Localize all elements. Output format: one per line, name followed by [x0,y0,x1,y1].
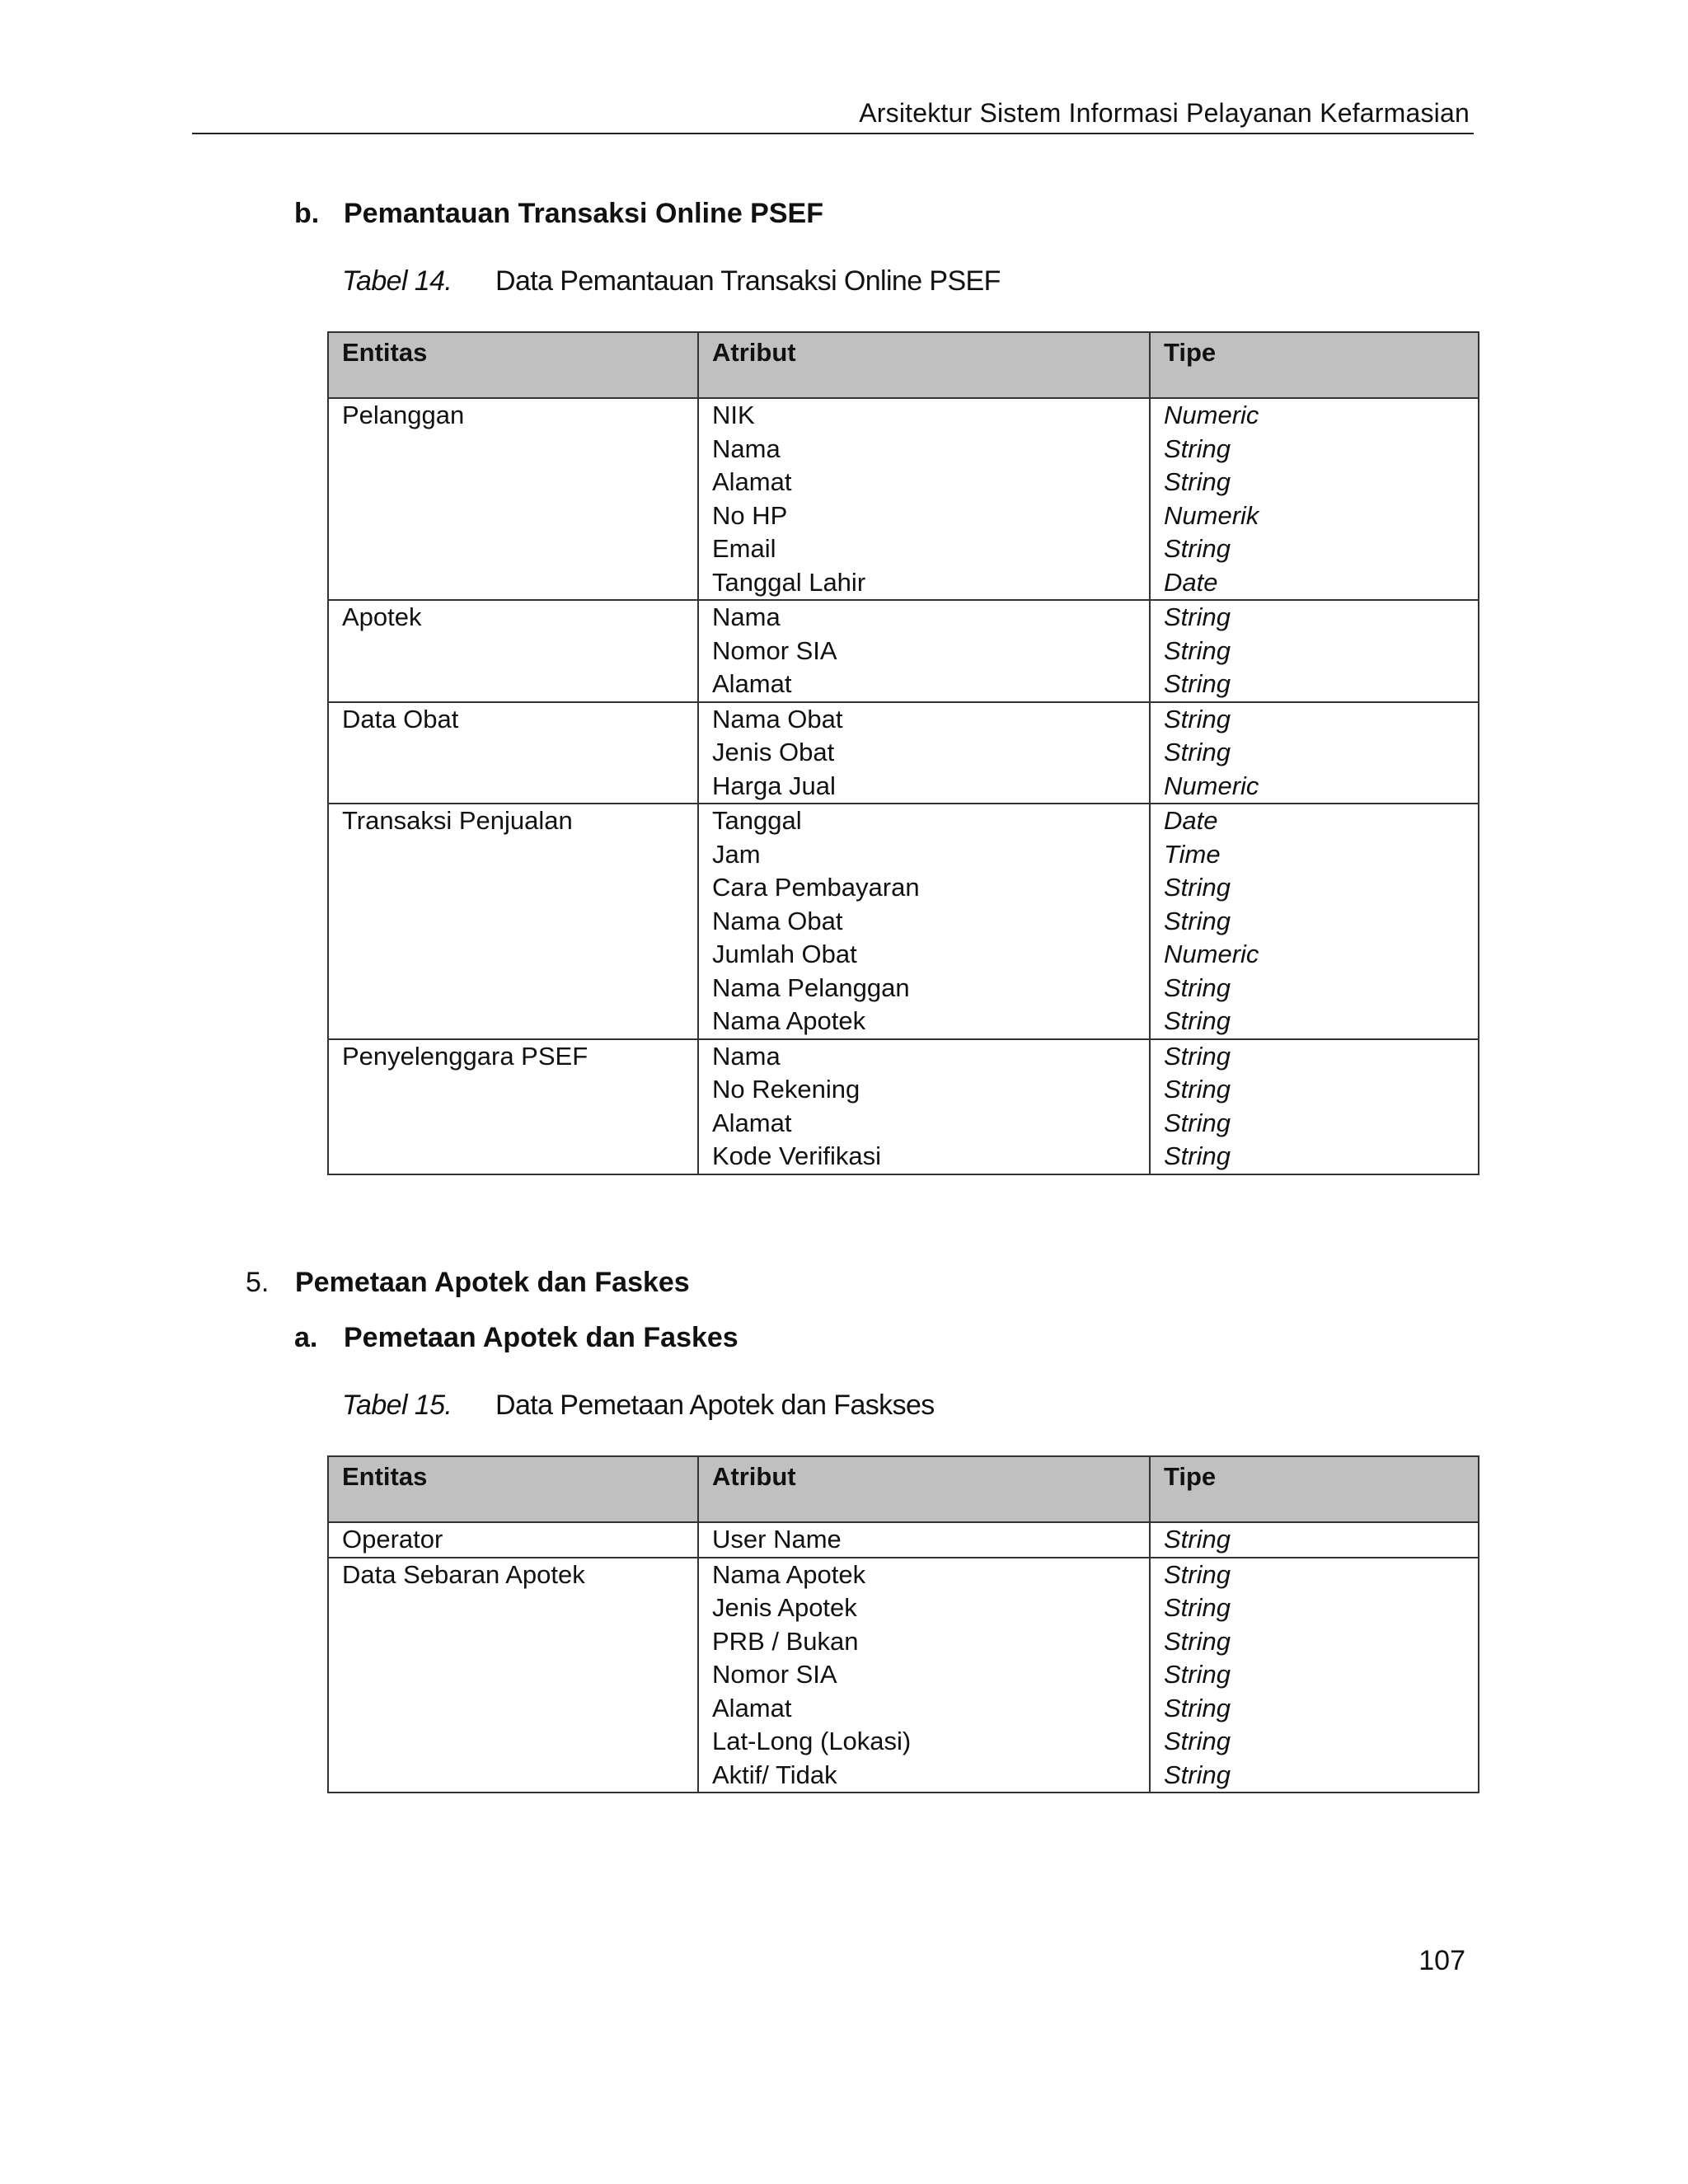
attribute-cell: Aktif/ Tidak [698,1759,1150,1793]
attribute-cell: Nama Obat [698,702,1150,737]
type-cell: String [1150,532,1479,566]
table-row [328,905,1479,939]
table15-header-entitas: Entitas [328,1456,698,1522]
entity-cell [328,1140,698,1174]
entity-cell [328,1759,698,1793]
type-cell: String [1150,1658,1479,1692]
table15-caption-text: Data Pemetaan Apotek dan Faskses [495,1390,935,1421]
table-row [328,1692,1479,1726]
table14 [327,331,1479,1175]
type-cell: String [1150,1591,1479,1625]
type-cell: String [1150,1073,1479,1107]
type-cell: String [1150,466,1479,499]
table14-caption [342,265,1001,298]
entity-cell [328,972,698,1005]
table-row [328,770,1479,804]
table15-header-atribut: Atribut [698,1456,1150,1522]
table-row [328,1522,1479,1558]
table14-header-tipe: Tipe [1150,332,1479,398]
table14-header-atribut: Atribut [698,332,1150,398]
attribute-cell: Jam [698,838,1150,872]
table-row [328,600,1479,635]
table15-header-tipe: Tipe [1150,1456,1479,1522]
section-a-marker: a. [294,1322,318,1353]
attribute-cell: NIK [698,398,1150,433]
attribute-cell: PRB / Bukan [698,1625,1150,1659]
entity-cell [328,1658,698,1692]
entity-cell [328,499,698,533]
type-cell: Numeric [1150,938,1479,972]
table14-header-row [328,332,1479,398]
attribute-cell: Nama [698,600,1150,635]
entity-cell [328,736,698,770]
table15-header-row [328,1456,1479,1522]
type-cell: String [1150,1692,1479,1726]
table-row [328,1591,1479,1625]
entity-cell [328,838,698,872]
type-cell: String [1150,635,1479,668]
type-cell: Numerik [1150,499,1479,533]
entity-cell [328,1107,698,1141]
table14-header-entitas: Entitas [328,332,698,398]
type-cell: String [1150,905,1479,939]
attribute-cell: Email [698,532,1150,566]
attribute-cell: Alamat [698,1692,1150,1726]
attribute-cell: Nama Apotek [698,1558,1150,1592]
entity-cell [328,466,698,499]
entity-cell: Penyelenggara PSEF [328,1039,698,1074]
type-cell: Date [1150,804,1479,838]
page-number: 107 [1418,1945,1465,1976]
entity-cell [328,938,698,972]
table-row [328,1039,1479,1074]
type-cell: String [1150,1140,1479,1174]
table14-caption-label: Tabel 14. [342,265,452,297]
type-cell: Date [1150,566,1479,601]
entity-cell [328,1591,698,1625]
table-row [328,668,1479,702]
table-row [328,466,1479,499]
entity-cell [328,1692,698,1726]
table-row [328,1073,1479,1107]
table-row [328,398,1479,433]
entity-cell [328,433,698,466]
entity-cell [328,1005,698,1039]
entity-cell: Data Obat [328,702,698,737]
attribute-cell: Alamat [698,668,1150,702]
table15-caption [342,1390,935,1422]
section-a-title: Pemetaan Apotek dan Faskes [344,1322,738,1353]
table-row [328,1725,1479,1759]
type-cell: String [1150,600,1479,635]
section-5-marker: 5. [246,1267,270,1298]
attribute-cell: No HP [698,499,1150,533]
type-cell: String [1150,1725,1479,1759]
attribute-cell: User Name [698,1522,1150,1558]
attribute-cell: Lat-Long (Lokasi) [698,1725,1150,1759]
header-divider [192,133,1474,134]
attribute-cell: Nama [698,433,1150,466]
entity-cell: Data Sebaran Apotek [328,1558,698,1592]
attribute-cell: Cara Pembayaran [698,871,1150,905]
table-row [328,1658,1479,1692]
entity-cell [328,770,698,804]
attribute-cell: Nama [698,1039,1150,1074]
table-row [328,1558,1479,1592]
table-row [328,702,1479,737]
section-b-marker: b. [294,198,320,229]
section-b-heading [294,198,823,230]
attribute-cell: Nama Apotek [698,1005,1150,1039]
type-cell: String [1150,1522,1479,1558]
table-row [328,532,1479,566]
attribute-cell: Jumlah Obat [698,938,1150,972]
entity-cell [328,905,698,939]
attribute-cell: Jenis Apotek [698,1591,1150,1625]
table-row [328,1005,1479,1039]
table-row [328,635,1479,668]
section-b-title: Pemantauan Transaksi Online PSEF [344,198,823,229]
table-row [328,499,1479,533]
entity-cell: Apotek [328,600,698,635]
type-cell: String [1150,1759,1479,1793]
type-cell: Numeric [1150,398,1479,433]
entity-cell: Operator [328,1522,698,1558]
section-5-title: Pemetaan Apotek dan Faskes [295,1267,690,1298]
table-row [328,736,1479,770]
type-cell: Time [1150,838,1479,872]
type-cell: String [1150,1558,1479,1592]
entity-cell [328,566,698,601]
type-cell: Numeric [1150,770,1479,804]
table-row [328,938,1479,972]
entity-cell [328,1725,698,1759]
attribute-cell: Nama Obat [698,905,1150,939]
attribute-cell: Nomor SIA [698,635,1150,668]
entity-cell: Transaksi Penjualan [328,804,698,838]
entity-cell [328,668,698,702]
section-a-heading [294,1322,738,1354]
type-cell: String [1150,702,1479,737]
entity-cell [328,532,698,566]
table15 [327,1455,1479,1793]
entity-cell [328,1073,698,1107]
entity-cell [328,635,698,668]
attribute-cell: Nama Pelanggan [698,972,1150,1005]
table-row [328,972,1479,1005]
type-cell: String [1150,1625,1479,1659]
entity-cell [328,871,698,905]
entity-cell: Pelanggan [328,398,698,433]
type-cell: String [1150,1005,1479,1039]
attribute-cell: Nomor SIA [698,1658,1150,1692]
type-cell: String [1150,972,1479,1005]
table-row [328,433,1479,466]
attribute-cell: No Rekening [698,1073,1150,1107]
type-cell: String [1150,1107,1479,1141]
attribute-cell: Tanggal Lahir [698,566,1150,601]
attribute-cell: Jenis Obat [698,736,1150,770]
table15-caption-label: Tabel 15. [342,1390,452,1421]
type-cell: String [1150,668,1479,702]
section-5-heading [246,1267,690,1299]
table-row [328,871,1479,905]
table-row [328,1140,1479,1174]
attribute-cell: Tanggal [698,804,1150,838]
attribute-cell: Kode Verifikasi [698,1140,1150,1174]
table-row [328,1107,1479,1141]
table-row [328,566,1479,601]
attribute-cell: Harga Jual [698,770,1150,804]
entity-cell [328,1625,698,1659]
type-cell: String [1150,871,1479,905]
running-header: Arsitektur Sistem Informasi Pelayanan Kefarmasian [859,98,1470,128]
type-cell: String [1150,736,1479,770]
attribute-cell: Alamat [698,466,1150,499]
table-row [328,1759,1479,1793]
table14-caption-text: Data Pemantauan Transaksi Online PSEF [495,265,1001,297]
table-row [328,804,1479,838]
attribute-cell: Alamat [698,1107,1150,1141]
type-cell: String [1150,433,1479,466]
table-row [328,838,1479,872]
table-row [328,1625,1479,1659]
type-cell: String [1150,1039,1479,1074]
